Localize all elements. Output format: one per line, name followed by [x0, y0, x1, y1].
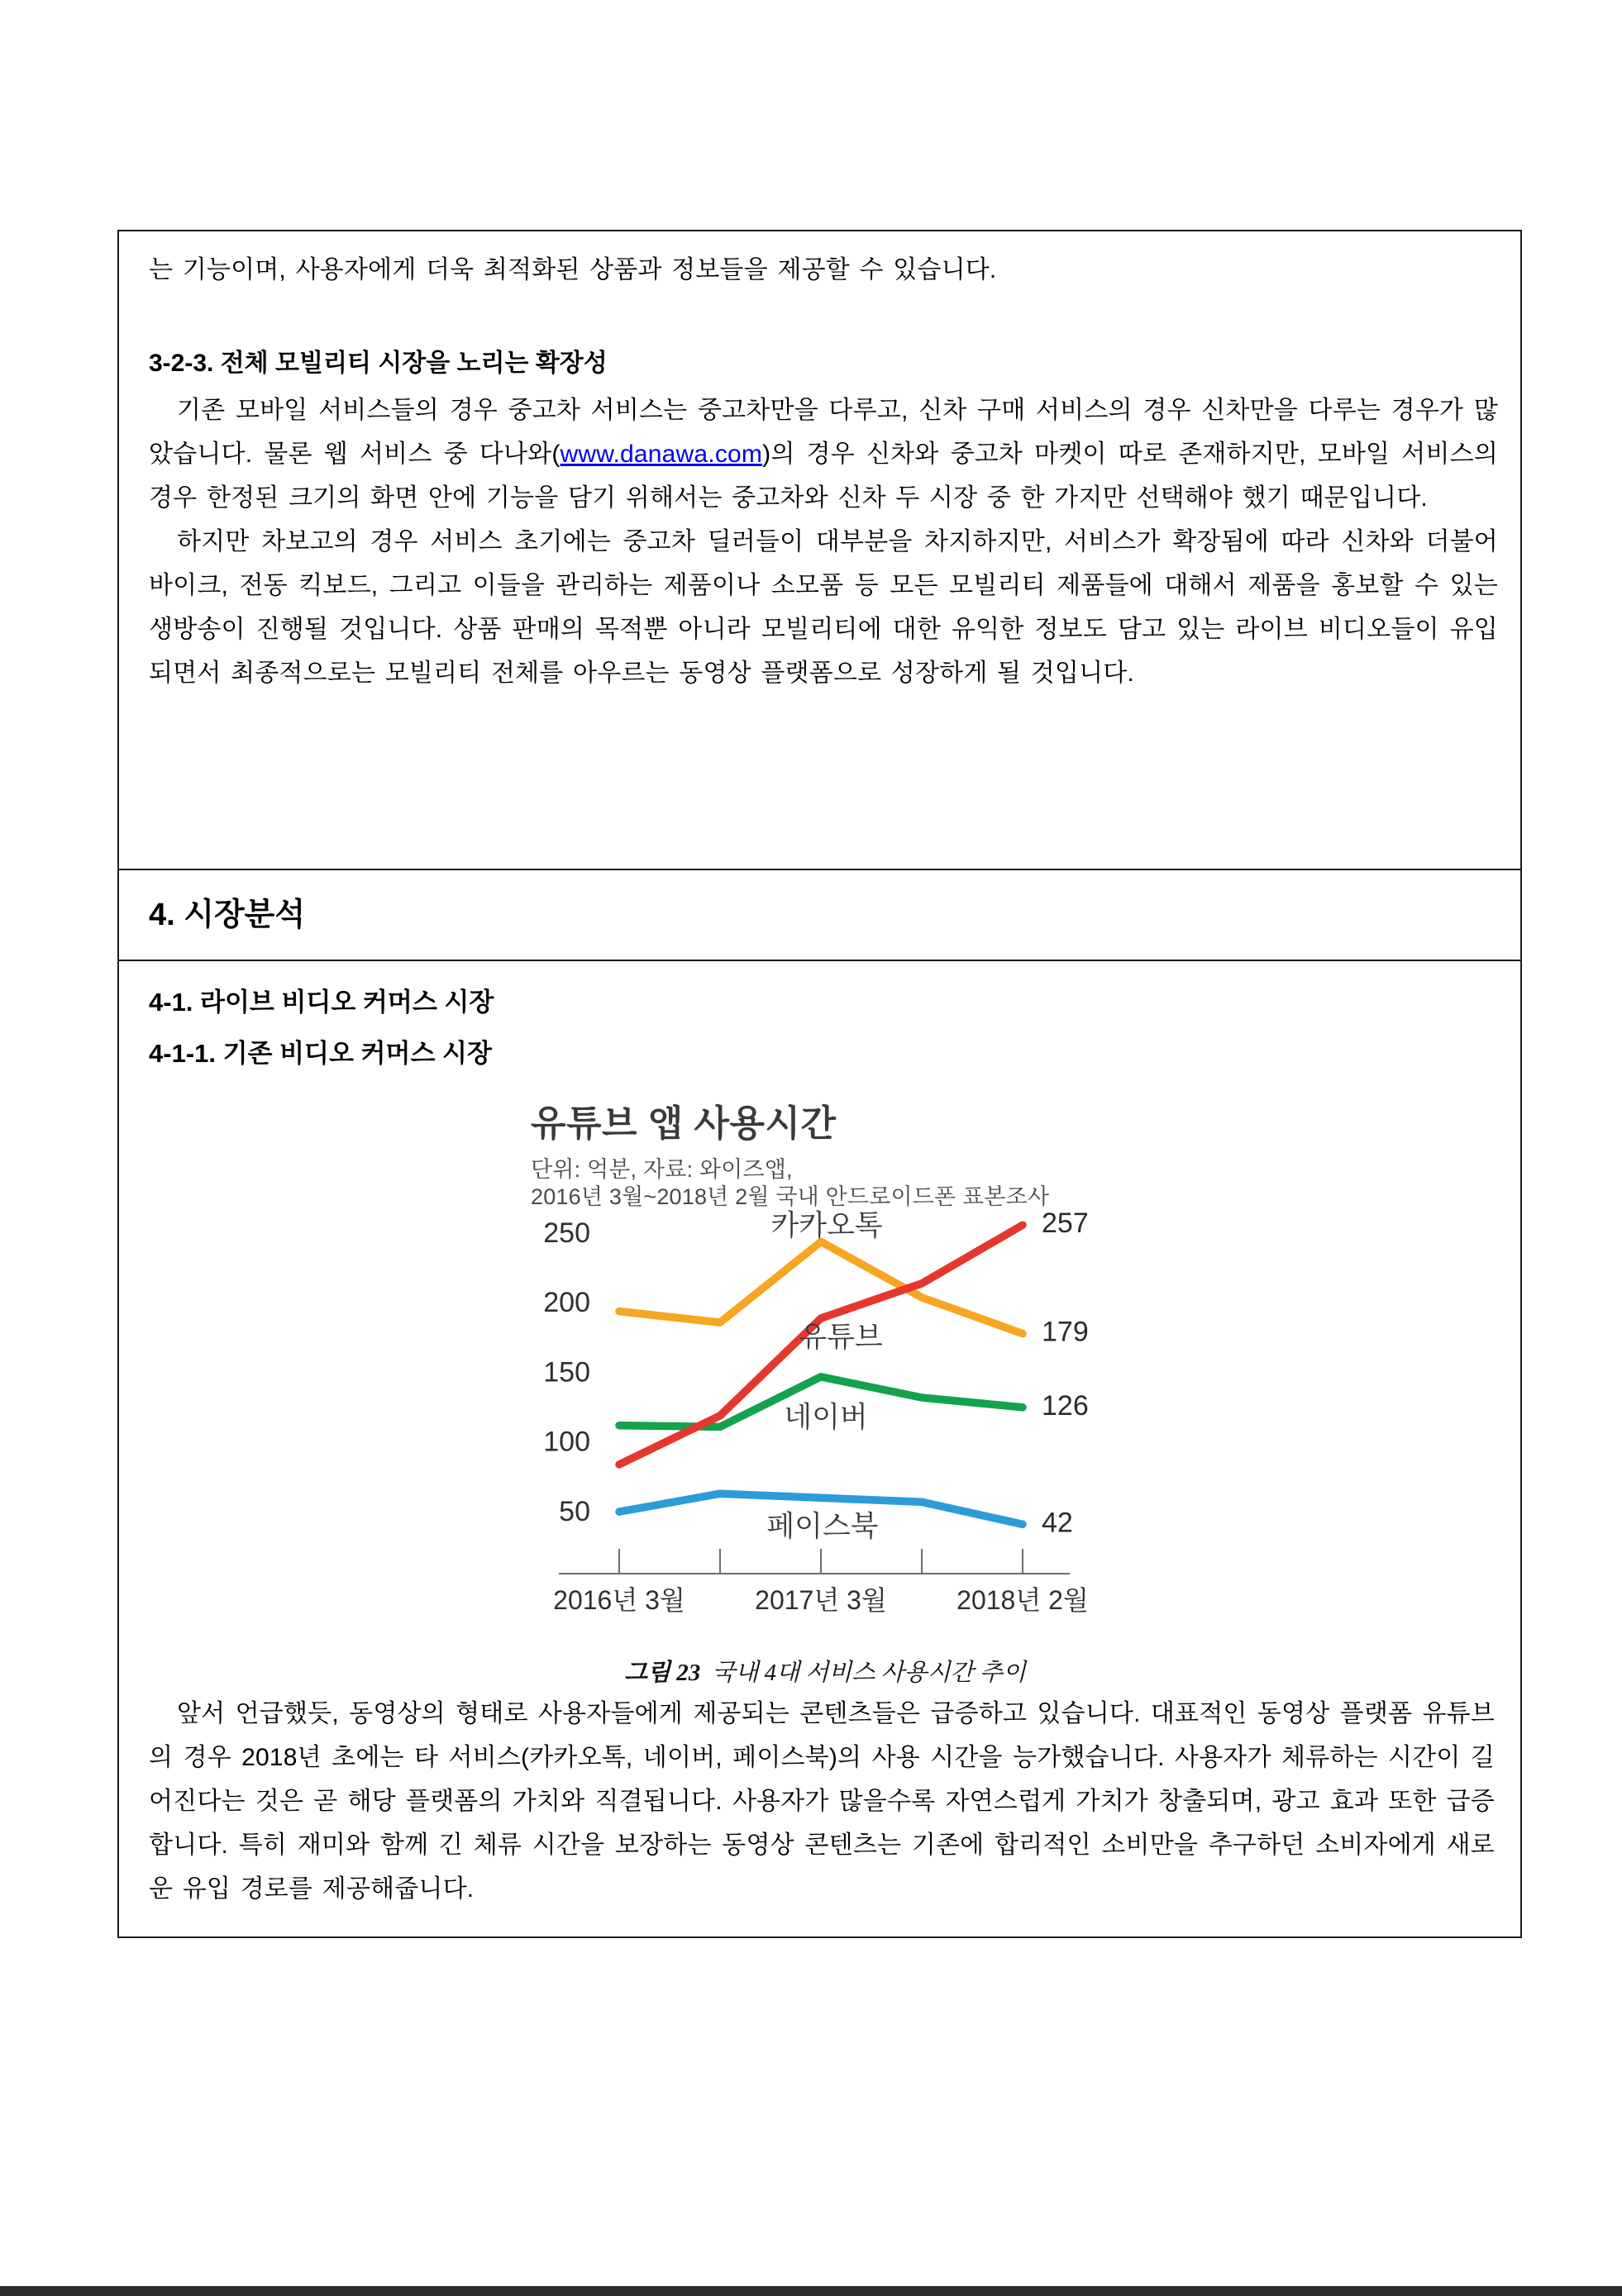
svg-text:2016년 3월: 2016년 3월 [553, 1585, 685, 1615]
section-4-heading-box [117, 869, 1522, 961]
paragraph-mobile-services [149, 388, 1498, 520]
paragraph-chabogo-expansion: 하지만 차보고의 경우 서비스 초기에는 중고차 딜러들이 대부분을 차지하지만, 서비스가 확장됨에 따라 신차와 더불어 바이크, 전동 킥보드, 그리고 이들을 관리하는 제품이나 소모품 등 모든 모빌리티 제품들에 대해서 제품을 홍보할 수 있는 생방송이 진행될 것입니다. 상품 판매의 목적뿐 아니라 모빌리티에 대한 유익한 정보도 담고 있는 라이브 비디오들이 유입되면서 최종적으로는 모빌리티 전체를 아우르는 동영상 플랫폼으로 성장하게 될 것입니다. [149, 528, 1498, 687]
paragraph-market-analysis: 앞서 언급했듯, 동영상의 형태로 사용자들에게 제공되는 콘텐츠들은 급증하고 있습니다. 대표적인 동영상 플랫폼 유튜브의 경우 2018년 초에는 타 서비스(카카오톡, 네이버, 페이스북)의 사용 시간을 능가했습니다. 사용자가 체류하는 시간이 길어진다는 것은 곧 해당 플랫폼의 가치와 직결됩니다. 사용자가 많을수록 자연스럽게 가치가 창출되며, 광고 효과 또한 급증합니다. 특히 재미와 함께 긴 체류 시간을 보장하는 동영상 콘텐츠는 기존에 합리적인 소비만을 추구하던 소비자에게 새로운 유입 경로를 제공해줍니다. [149, 1700, 1495, 1903]
svg-text:2018년 2월: 2018년 2월 [957, 1585, 1089, 1615]
usage-time-chart [531, 1103, 1119, 1665]
svg-text:150: 150 [543, 1356, 590, 1389]
svg-text:네이버: 네이버 [784, 1401, 868, 1434]
paragraph-text-before-link: 기존 모바일 서비스들의 경우 중고차 서비스는 중고차만을 다루고, 신차 구매 서비스의 경우 신차만을 다루는 경우가 많았습니다. 물론 웹 서비스 중 다나와( [149, 397, 1498, 468]
intro-paragraph: 는 기능이며, 사용자에게 더욱 최적화된 상품과 정보들을 제공할 수 있습니다. [149, 256, 997, 283]
heading-4-1: 4-1. 라이브 비디오 커머스 시장 [149, 988, 494, 1017]
heading-4-1-1: 4-1-1. 기존 비디오 커머스 시장 [149, 1039, 492, 1068]
heading-3-2-3: 3-2-3. 전체 모빌리티 시장을 노리는 확장성 [149, 350, 608, 377]
danawa-link[interactable]: www.danawa.com [560, 441, 763, 468]
figure-caption-text: 국내 4대 서비스 사용시간 추이 [712, 1660, 1026, 1686]
figure-caption [531, 1654, 1119, 1688]
heading-section-4: 4. 시장분석 [149, 898, 306, 932]
figure-caption-number: 그림 23 [624, 1660, 701, 1686]
svg-text:페이스북: 페이스북 [766, 1510, 879, 1543]
svg-text:유튜브: 유튜브 [799, 1321, 883, 1354]
svg-text:126: 126 [1042, 1389, 1089, 1422]
line-chart-canvas [531, 1188, 1119, 1638]
chart-title: 유튜브 앱 사용시간 [531, 1103, 837, 1144]
chart-subtitle-unit-source: 단위: 억분, 자료: 와이즈앱, [531, 1157, 793, 1182]
section-4-content-box [117, 960, 1522, 1938]
section-3-text-box [117, 230, 1522, 870]
svg-text:200: 200 [543, 1287, 590, 1319]
page-bottom-edge [0, 2286, 1622, 2296]
paragraph-text-after-link: )의 경우 신차와 중고차 마켓이 따로 존재하지만, 모바일 서비스의 경우 한정된 크기의 화면 안에 기능을 담기 위해서는 중고차와 신차 두 시장 중 한 가지만 선택해야 했기 때문입니다. [149, 441, 1499, 512]
svg-text:2017년 3월: 2017년 3월 [755, 1585, 887, 1615]
svg-text:카카오톡: 카카오톡 [770, 1209, 883, 1242]
svg-text:50: 50 [559, 1495, 590, 1527]
svg-text:42: 42 [1042, 1507, 1073, 1539]
svg-text:179: 179 [1042, 1316, 1089, 1348]
chart-subtitle-period: 2016년 3월~2018년 2월 국내 안드로이드폰 표본조사 [531, 1184, 1050, 1209]
svg-text:250: 250 [543, 1217, 590, 1249]
svg-text:100: 100 [543, 1426, 590, 1458]
svg-text:257: 257 [1042, 1208, 1089, 1240]
